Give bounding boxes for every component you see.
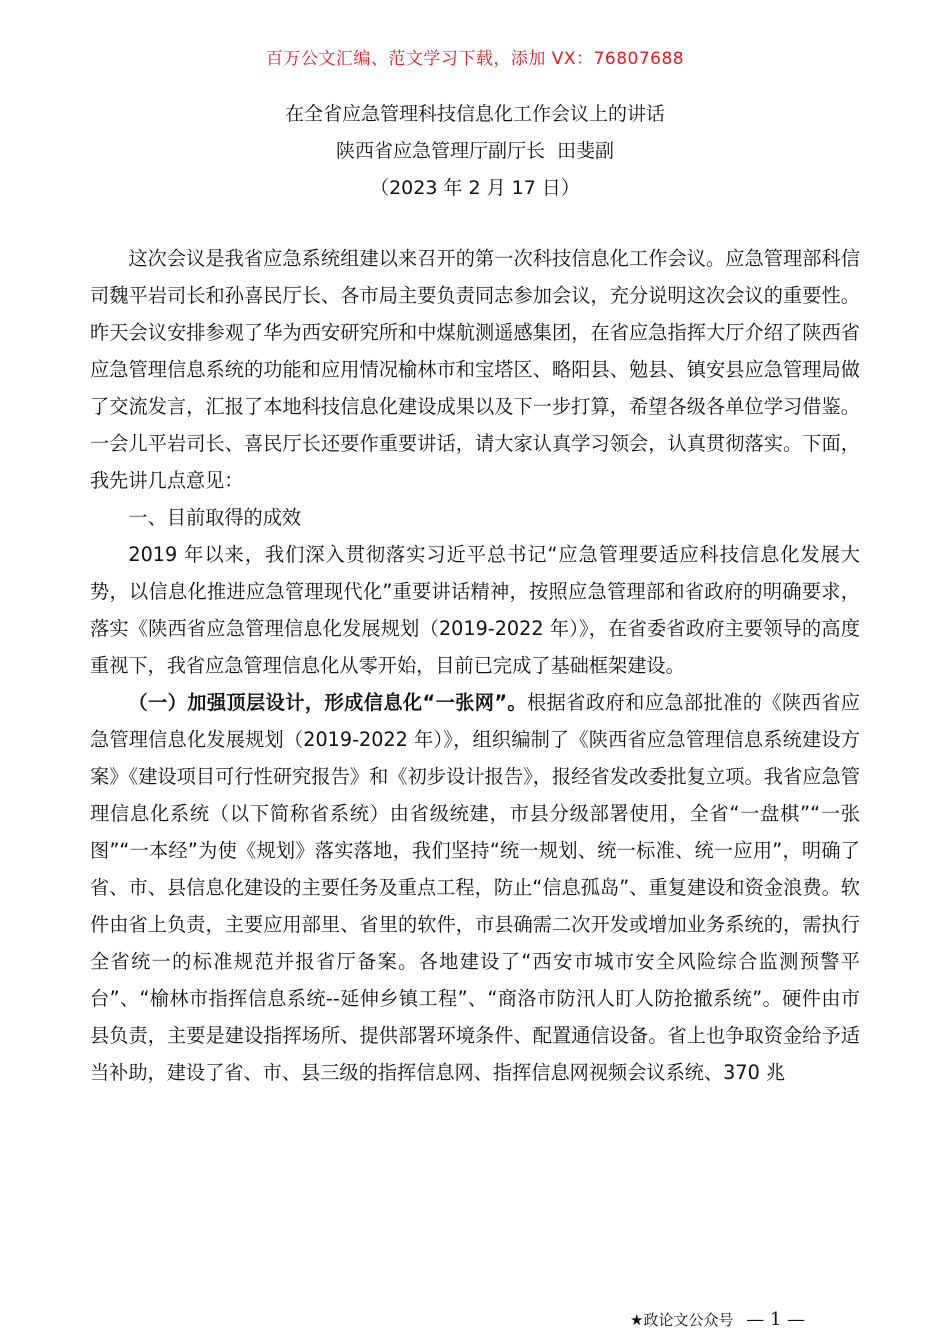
subheading-bold: （一）加强顶层设计，形成信息化“一张网”。 — [128, 691, 528, 714]
section-heading: 一、目前取得的成效 — [128, 506, 302, 529]
speaker-line: 陕西省应急管理厅副厅长 田斐副 — [335, 140, 615, 162]
page-footer — [630, 1309, 805, 1330]
page-number: — 1 — — [746, 1309, 806, 1330]
paragraph-intro: 这次会议是我省应急系统组建以来召开的第一次科技信息化工作会议。应急管理部科信司魏平岩司长和孙喜民厅长、各市局主要负责同志参加会议，充分说明这次会议的重要性。昨天会议安排参观了华为西安研究所和中煤航测遥感集团，在省应急指挥大厅介绍了陕西省应急管理信息系统的功能和应用情况榆林市和宝塔区、略阳县、勉县、镇安县应急管理局做了交流发言，汇报了本地科技信息化建设成果以及下一步打算，希望各级各单位学习借鉴。一会儿平岩司长、喜民厅长还要作重要讲话，请大家认真学习领会，认真贯彻落实。下面，我先讲几点意见： — [90, 247, 860, 492]
title-block — [0, 96, 950, 207]
paragraph-top-level-design — [90, 684, 860, 1091]
date-line: （2023 年 2 月 17 日） — [370, 177, 580, 199]
paragraph-top-level-design-text: 根据省政府和应急部批准的《陕西省应急管理信息化发展规划（2019-2022 年）》，组织编制了《陕西省应急管理信息系统建设方案》《建设项目可行性研究报告》和《初步设计报告》，报经省发改委批复立项。我省应急管理信息化系统（以下简称省系统）由省级统建，市县分级部署使用，全省“一盘棋”“一张图”“一本经”为使《规划》落实落地，我们坚持“统一规划、统一标准、统一应用”，明确了省、市、县信息化建设的主要任务及重点工程，防止“信息孤岛”、重复建设和资金浪费。软件由省上负责，主要应用部里、省里的软件，市县确需二次开发或增加业务系统的，需执行全省统一的标准规范并报省厅备案。各地建设了“西安市城市安全风险综合监测预警平台”、“榆林市指挥信息系统--延伸乡镇工程”、“商洛市防汛人盯人防抢撤系统”。硬件由市县负责，主要是建设指挥场所、提供部署环境条件、配置通信设备。省上也争取资金给予适当补助，建设了省、市、县三级的指挥信息网、指挥信息网视频会议系统、370 兆 — [90, 691, 860, 1084]
promo-banner: 百万公文汇编、范文学习下载，添加 VX：76807688 — [265, 49, 685, 69]
paragraph-achievements: 2019 年以来，我们深入贯彻落实习近平总书记“应急管理要适应科技信息化发展大势，以信息化推进应急管理现代化”重要讲话精神，按照应急管理部和省政府的明确要求，落实《陕西省应急管理信息化发展规划（2019-2022 年）》，在省委省政府主要领导的高度重视下，我省应急管理信息化从零开始，目前已完成了基础框架建设。 — [90, 543, 860, 677]
document-title: 在全省应急管理科技信息化工作会议上的讲话 — [284, 103, 665, 125]
body-text — [90, 240, 860, 1091]
footer-label: ★政论文公众号 — [630, 1311, 734, 1329]
